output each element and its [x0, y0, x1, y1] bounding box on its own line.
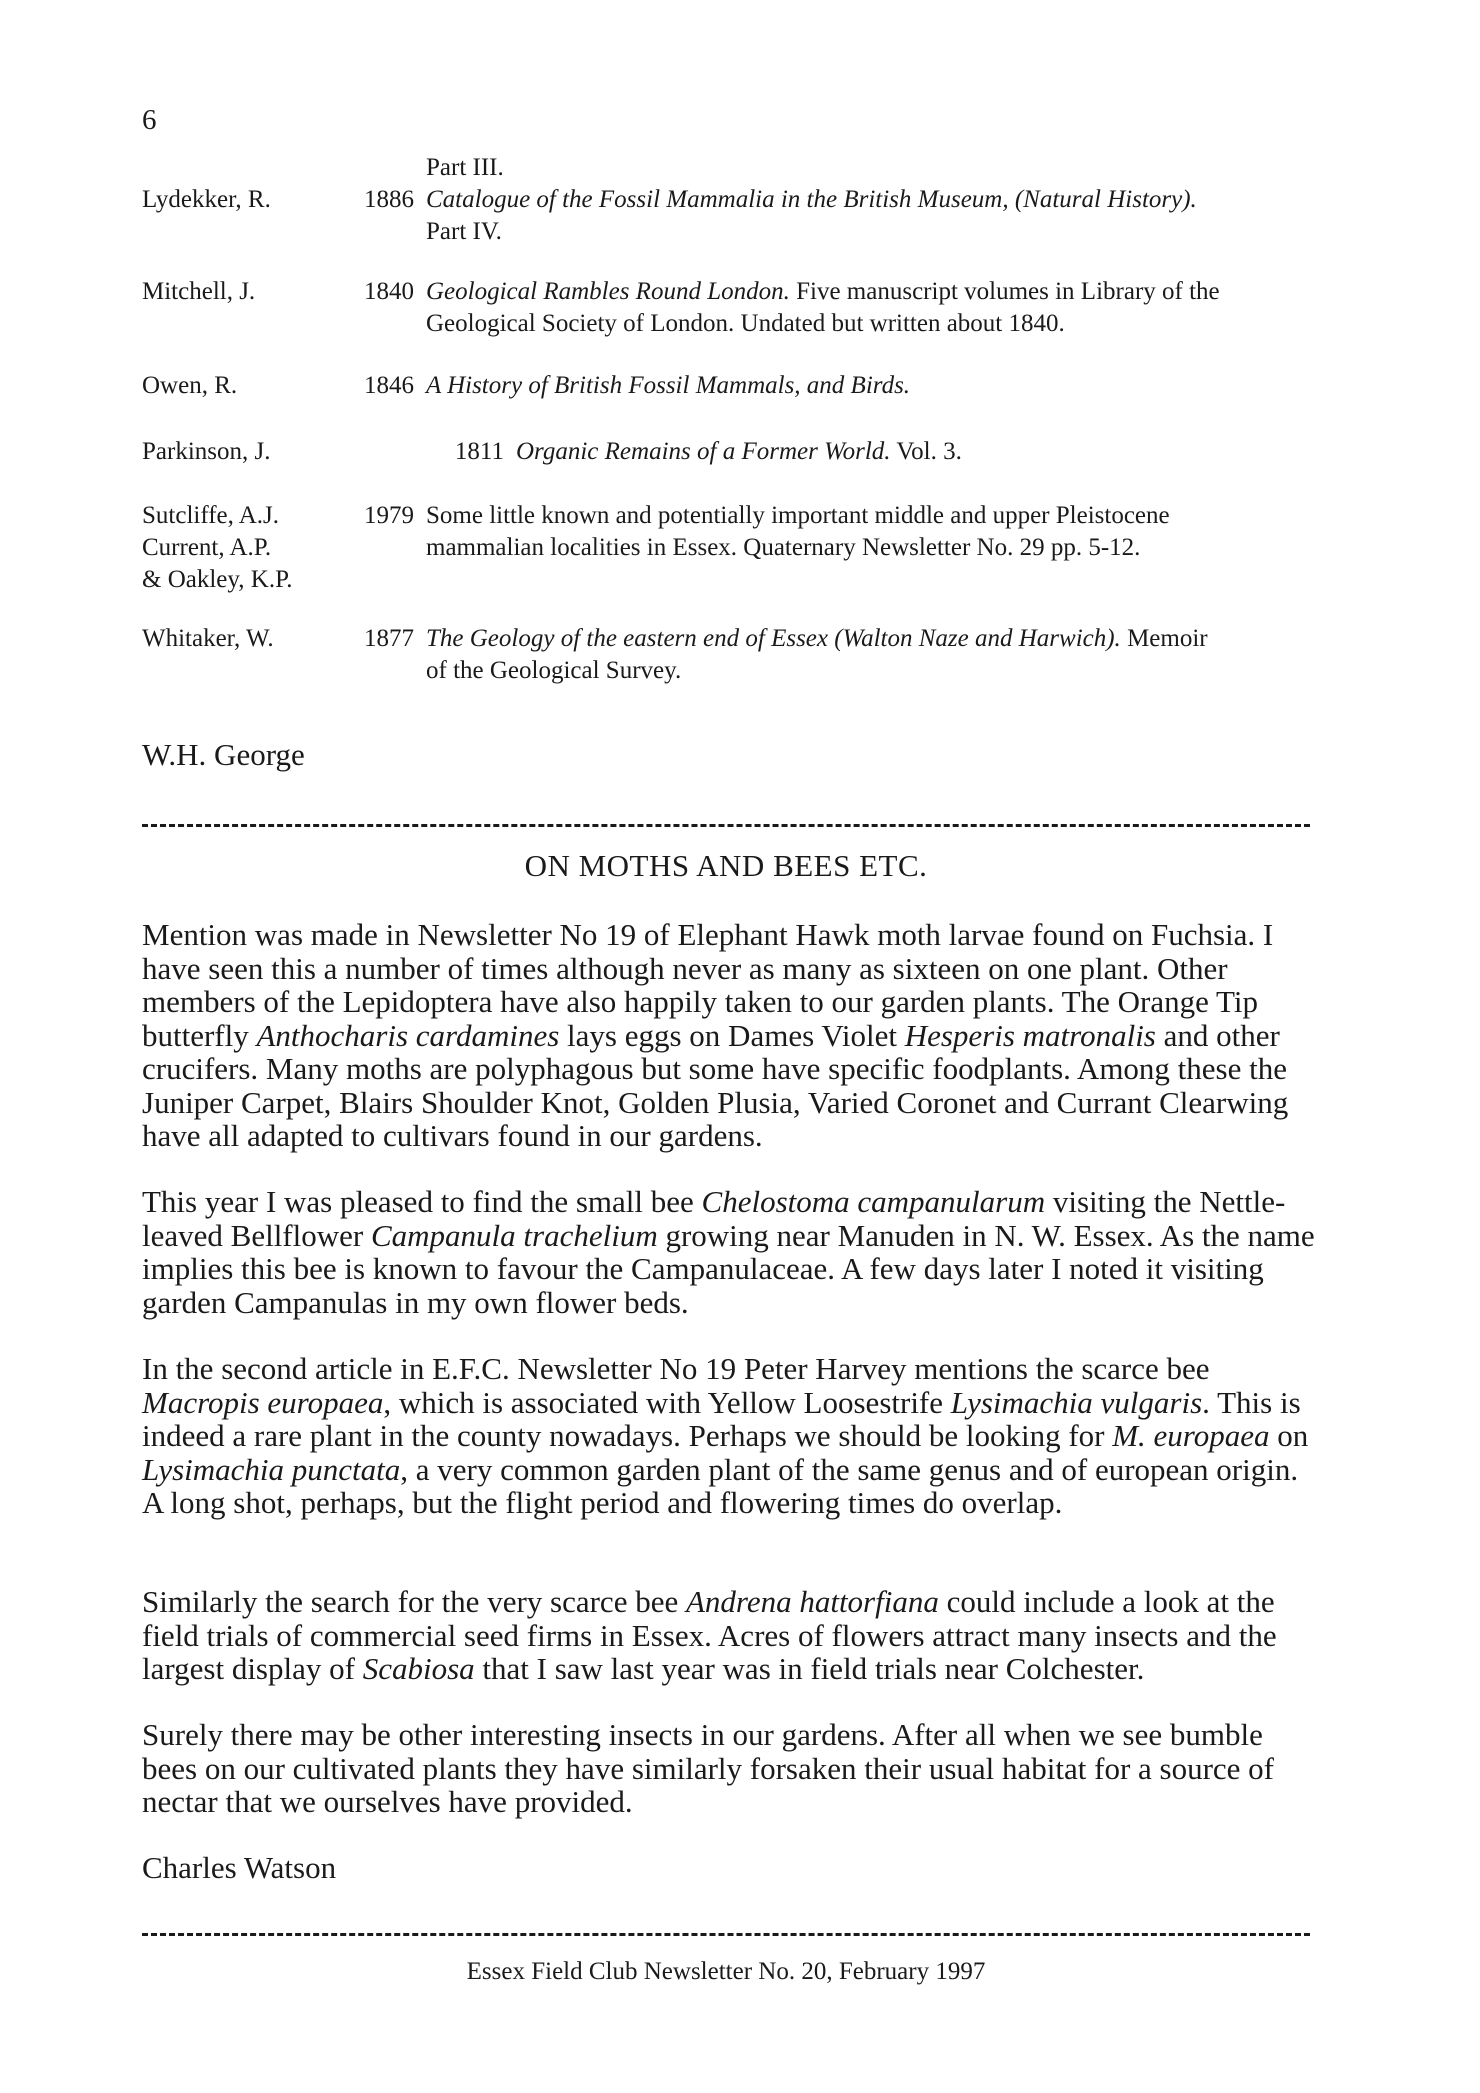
paragraph-text: visiting the Nettle-leaved Bellflower [142, 1184, 1286, 1253]
author-signature: W.H. George [142, 737, 305, 772]
paragraph-text: In the second article in E.F.C. Newsletter No 19 Peter Harvey mentions the scarce bee [142, 1351, 1210, 1386]
reference-title: Catalogue of the Fossil Mammalia in the British Museum, (Natural History). [426, 186, 1197, 213]
reference-continuation: mammalian localities in Essex. Quaternary Newsletter No. 29 pp. 5-12. [426, 534, 1141, 561]
paragraph-text: Mention was made in Newsletter No 19 of Elephant Hawk moth larvae found on Fuchsia. I have seen this a number of times although never as many as sixteen on one plant. Other members of the Lepidoptera have also happily taken to our garden plants. The Orange Tip butterfly [142, 917, 1274, 1053]
reference-title: Organic Remains of a Former World. [516, 438, 891, 465]
reference-note: Memoir [1120, 625, 1208, 652]
paragraph-text: on [1269, 1418, 1309, 1453]
paragraph-text: . This is indeed a rare plant in the county nowadays. Perhaps we should be looking for [142, 1384, 1301, 1453]
article-paragraph [142, 1585, 1317, 1686]
reference-year: 1840 [364, 278, 414, 305]
paragraph-text: , which is associated with Yellow Loosestrife [383, 1384, 951, 1420]
reference-prev-part: Part III. [426, 154, 504, 181]
dashed-divider [142, 824, 1310, 827]
paragraph-text: could include a look at the field trials of commercial seed firms in Essex. Acres of flowers attract many insects and the largest display of [142, 1584, 1277, 1686]
species-name: Chelostoma campanularum [701, 1184, 1046, 1219]
page-number: 6 [142, 104, 157, 136]
reference-author: Lydekker, R. [142, 186, 271, 213]
reference-author: Parkinson, J. [142, 438, 271, 465]
reference-author: Current, A.P. [142, 534, 272, 561]
paragraph-text: Similarly the search for the very scarce bee [142, 1584, 686, 1619]
reference-note: Vol. 3. [890, 438, 962, 465]
reference-author: & Oakley, K.P. [142, 566, 293, 593]
species-name: Lysimachia vulgaris [950, 1384, 1203, 1420]
paragraph-text: and other crucifers. Many moths are polyphagous but some have specific foodplants. Among these the Juniper Carpet, Blairs Shoulder Knot, Golden Plusia, Varied Coronet and Currant Clearwing have all adapted to cultivars found in our gardens. [142, 1017, 1289, 1153]
article-paragraph [142, 918, 1317, 1153]
reference-title-line [426, 276, 1326, 308]
reference-year: 1886 [364, 186, 414, 213]
reference-continuation: of the Geological Survey. [426, 657, 682, 684]
dashed-divider [142, 1933, 1310, 1936]
species-name: Macropis europaea [142, 1384, 384, 1420]
species-name: Campanula trachelium [370, 1217, 658, 1253]
reference-note: Five manuscript volumes in Library of the [789, 278, 1220, 305]
reference-author: Owen, R. [142, 372, 238, 399]
reference-title: The Geology of the eastern end of Essex (Walton Naze and Harwich). [426, 625, 1121, 652]
page-footer: Essex Field Club Newsletter No. 20, February 1997 [466, 1958, 986, 1985]
reference-author: Mitchell, J. [142, 278, 256, 305]
reference-title: Some little known and potentially important middle and upper Pleistocene [426, 502, 1170, 529]
species-name: Andrena hattorfiana [685, 1584, 939, 1619]
paragraph-text: This year I was pleased to find the small bee [142, 1184, 702, 1219]
author-signature: Charles Watson [142, 1850, 337, 1885]
paragraph-text: that I saw last year was in field trials near Colchester. [474, 1651, 1145, 1686]
article-paragraph [142, 1352, 1317, 1520]
reference-title: Geological Rambles Round London. [426, 278, 790, 305]
species-name: Anthocharis cardamines [256, 1017, 560, 1053]
species-name: Lysimachia punctata [142, 1451, 401, 1487]
reference-year: 1979 [364, 502, 414, 529]
reference-author: Sutcliffe, A.J. [142, 502, 280, 529]
reference-title-line [516, 436, 1416, 468]
species-name: M. europaea [1112, 1418, 1270, 1453]
paragraph-text: lays eggs on Dames Violet [559, 1017, 905, 1053]
section-title: ON MOTHS AND BEES ETC. [524, 848, 928, 883]
reference-continuation: Geological Society of London. Undated but written about 1840. [426, 310, 1065, 337]
species-name: Scabiosa [362, 1651, 475, 1686]
reference-author: Whitaker, W. [142, 625, 274, 652]
article-paragraph [142, 1185, 1317, 1319]
reference-title: A History of British Fossil Mammals, and Birds. [426, 372, 911, 399]
reference-year: 1877 [364, 625, 414, 652]
species-name: Hesperis matronalis [904, 1017, 1156, 1053]
article-paragraph: Surely there may be other interesting insects in our gardens. After all when we see bumble bees on our cultivated plants they have similarly forsaken their usual habitat for a source of nectar that we ourselves have provided. [142, 1717, 1274, 1819]
paragraph-text: growing near Manuden in N. W. Essex. As the name implies this bee is known to favour the Campanulaceae. A few days later I noted it visiting garden Campanulas in my own flower beds. [142, 1217, 1315, 1320]
reference-year: 1846 [364, 372, 414, 399]
reference-year: 1811 [454, 438, 504, 465]
reference-continuation: Part IV. [426, 218, 502, 245]
reference-title-line [426, 623, 1326, 655]
paragraph-text: , a very common garden plant of the same genus and of european origin. A long shot, perhaps, but the flight period and flowering times do overlap. [142, 1451, 1299, 1520]
